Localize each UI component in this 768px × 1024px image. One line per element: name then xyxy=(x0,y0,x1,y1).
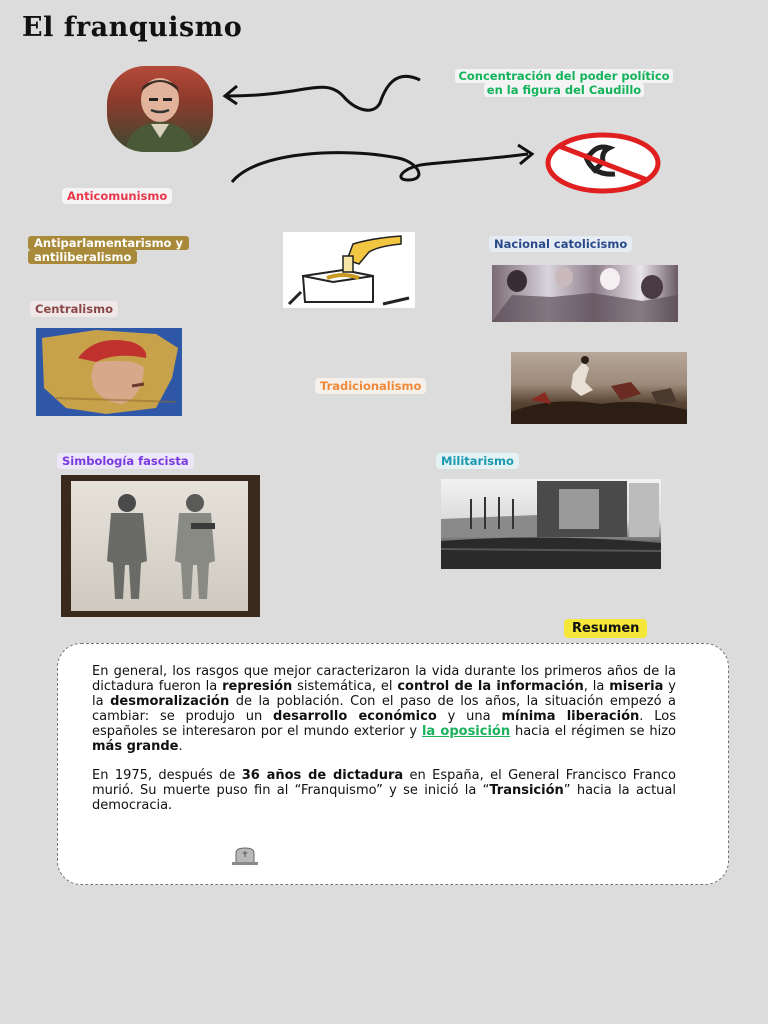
summary-text xyxy=(92,664,676,827)
label-centralismo: Centralismo xyxy=(30,301,118,317)
battle-painting-image xyxy=(511,352,687,424)
mussolini-hitler-photo xyxy=(61,475,260,617)
tombstone-icon xyxy=(230,846,260,866)
summary-paragraph-1: En general, los rasgos que mejor caracterizaron la vida durante los primeros años de la dictadura fueron la represión sistemática, el control de la información, la miseria y la desmoralización de la población. Con el paso de los años, la situación empezó a cambiar: se produjo un desarrollo económico y una mínima liberación. Los españoles se interesaron por el mundo exterior y la oposición hacia el régimen se hizo más grande. xyxy=(92,664,677,754)
label-militarismo: Militarismo xyxy=(436,453,519,469)
arrow-left-icon xyxy=(215,68,430,118)
label-resumen: Resumen xyxy=(564,619,647,638)
arrow-right-icon xyxy=(228,140,540,188)
no-communism-icon xyxy=(545,132,661,194)
label-simbologia-fascista: Simbología fascista xyxy=(57,453,194,469)
link-la-oposicion[interactable]: la oposición xyxy=(421,724,511,739)
label-concentracion: Concentración del poder político en la figura del Caudillo xyxy=(450,70,678,97)
label-antiparlamentarismo: Antiparlamentarismo y antiliberalismo xyxy=(28,236,248,264)
label-nacional-catolicismo: Nacional catolicismo xyxy=(489,236,632,252)
page-title: El franquismo xyxy=(22,12,243,43)
franco-portrait xyxy=(107,66,213,152)
label-tradicionalismo: Tradicionalismo xyxy=(315,378,426,394)
military-parade-photo xyxy=(441,479,661,569)
label-anticomunismo: Anticomunismo xyxy=(62,188,172,204)
summary-paragraph-2: En 1975, después de 36 años de dictadura en España, el General Francisco Franco murió. Su muerte puso fin al “Franquismo” y se inició la “Transición” hacia la actual democracia. xyxy=(92,768,676,813)
spain-map-franco-image xyxy=(36,328,182,416)
ballot-box-image xyxy=(283,232,415,308)
church-photo xyxy=(492,265,678,322)
